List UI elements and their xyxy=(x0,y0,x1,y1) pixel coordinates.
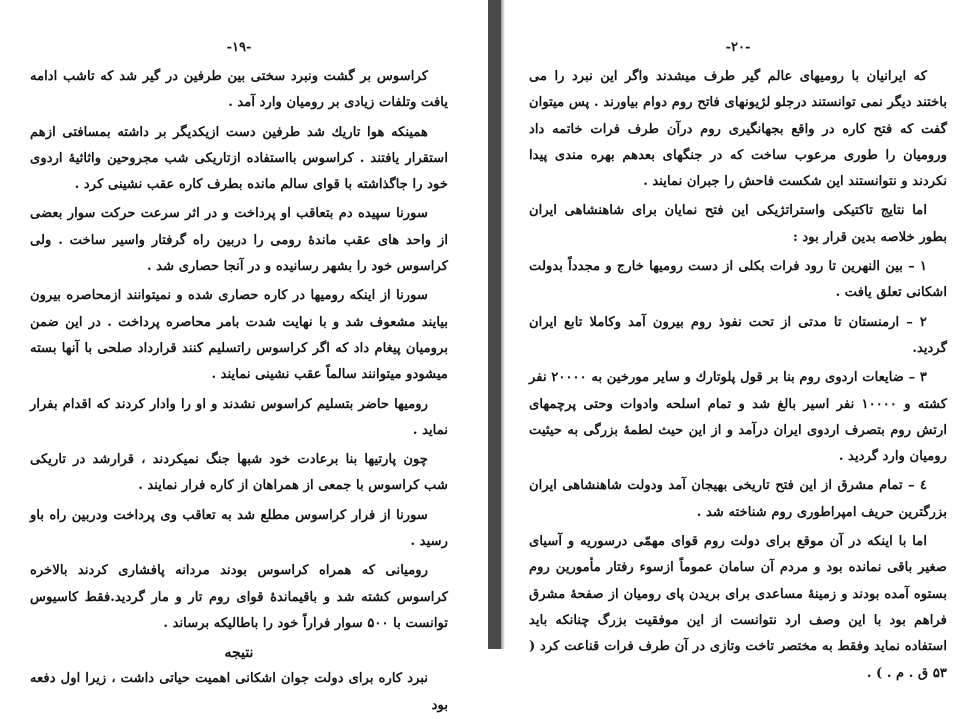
page-number: -۲۰- xyxy=(725,40,751,55)
paragraph: سورنا از فرار کراسوس مطلع شد به تعاقب وی پرداخت ودربین راه باو رسید . xyxy=(30,507,448,550)
page-number: -۱۹- xyxy=(226,40,252,55)
paragraph: سورنا سپیده دم بتعاقب او پرداخت و در اثر سرعت حرکت سوار بعضی از واحد های عقب ماندهٔ رومی را دربین راه گرفتار واسیر ساخت . ولی کراسوس خود را بشهر رسانیده و در آنجا حصاری شد . xyxy=(30,206,448,275)
paragraph: کراسوس بر گشت ونبرد سختی بین طرفین در گیر شد که تاشب ادامه یافت وتلفات زیادی بر رومیان وارد آمد . xyxy=(30,69,448,111)
right-page xyxy=(501,0,977,681)
paragraph: که ایرانیان با رومیهای عالم گیر طرف میشدند واگر این نبرد را می باختند دیگر نمی توانستند درجلو لژیونهای فاتح روم دوام بیاورند . پس میتوان گفت که فتح کاره در واقع بجهانگیری روم درآن طرف فرات خاتمه داد ورومیان را طوری مرعوب ساخت که در جنگهای بعدهم بهره مندی پیدا نکردند و نتوانستند این شکست فاحش را جبران نمایند . xyxy=(529,69,947,190)
paragraph: اما نتایج تاکتیکی واستراتژیکی این فتح نمایان برای شاهنشاهی ایران بطور خلاصه بدین قرار بود : xyxy=(529,203,947,245)
paragraph: رومیانی که همراه کراسوس بودند مردانه پافشاری کردند بالاخره کراسوس کشته شد و باقیماندهٔ قوای روم تار و مار گردید.فقط کاسیوس توانست با ۵۰۰ سوار فراراً خود را باطالیکه برساند . xyxy=(30,563,448,631)
list-item: ۲ – ارمنستان تا مدتی از تحت نفوذ روم بیرون آمد وکاملا تابع ایران گردید. xyxy=(529,314,947,356)
paragraph: چون پارتیها بنا برعادت خود شبها جنگ نمیکردند ، قرارشد در تاریکی شب کراسوس با جمعی از همراهان از کاره فرار نمایند . xyxy=(30,452,448,494)
paragraph: رومیها حاضر بتسلیم کراسوس نشدند و او را وادار کردند که اقدام بفرار نماید . xyxy=(30,396,448,438)
left-page xyxy=(0,0,488,713)
section-heading: نتیجه xyxy=(224,645,254,662)
paragraph: همینکه هوا تاریك شد طرفین دست ازیکدیگر بر داشته بمسافتی ازهم استقرار یافتند . کراسوس بااستفاده ازتاریکی شب مجروحین واثاثیهٔ اردوی خود را جاگذاشته با قوای سالم مانده بطرف کاره عقب نشینی کرد . xyxy=(30,124,448,193)
list-item: ٤ – تمام مشرق از این فتح تاریخی بهیجان آمد ودولت شاهنشاهی ایران بزرگترین حریف امپراطوری روم شناخته شد . xyxy=(529,478,947,520)
paragraph: نبرد کاره برای دولت جوان اشکانی اهمیت حیاتی داشت ، زیرا اول دفعه بود xyxy=(30,671,448,713)
paragraph: اما با اینکه در آن موقع برای دولت روم قوای مهمّی درسوریه و آسیای صغیر باقی نمانده بود و مردم آن سامان عموماً ازسوء رفتار مأمورین روم بستوه آمده بودند و زمینهٔ مساعدی برای بریدن پای رومیان از صفحهٔ مشرق فراهم بود با این وصف ارد نتوانست از این موفقیت بزرگ چنانکه باید استفاده نماید وفقط به مختصر تاخت وتازی در آن طرف فرات قناعت کرد ( ۵۳ ق . م . ) . xyxy=(529,534,947,681)
list-item: ۳ – ضایعات اردوی روم بنا بر قول پلوتارك و سایر مورخین به ۲۰۰۰۰ نفر کشته و ۱۰۰۰۰ نفر اسیر بالغ شد و تمام اسلحه وادوات وحتی پرچمهای ارتش روم بتصرف اردوی ایران درآمد و از این حیث لطمهٔ بزرگی به حیثیت رومیان وارد گردید . xyxy=(529,370,947,465)
book-gutter xyxy=(488,0,501,649)
paragraph: سورنا از اینکه رومیها در کاره حصاری شده و نمیتوانند ازمحاصره بیرون بیایند مشعوف شد و با نهایت شدت بامر محاصره پرداخت . در این ضمن برومیان پیغام داد که اگر کراسوس راتسلیم کنند قرارداد صلحی با آنها بسته میشودو میتوانند سالماً عقب نشینی نمایند . xyxy=(30,288,448,383)
list-item: ۱ – بین النهرین تا رود فرات بکلی از دست رومیها خارج و مجدداً بدولت اشکانی تعلق یافت . xyxy=(529,259,947,301)
